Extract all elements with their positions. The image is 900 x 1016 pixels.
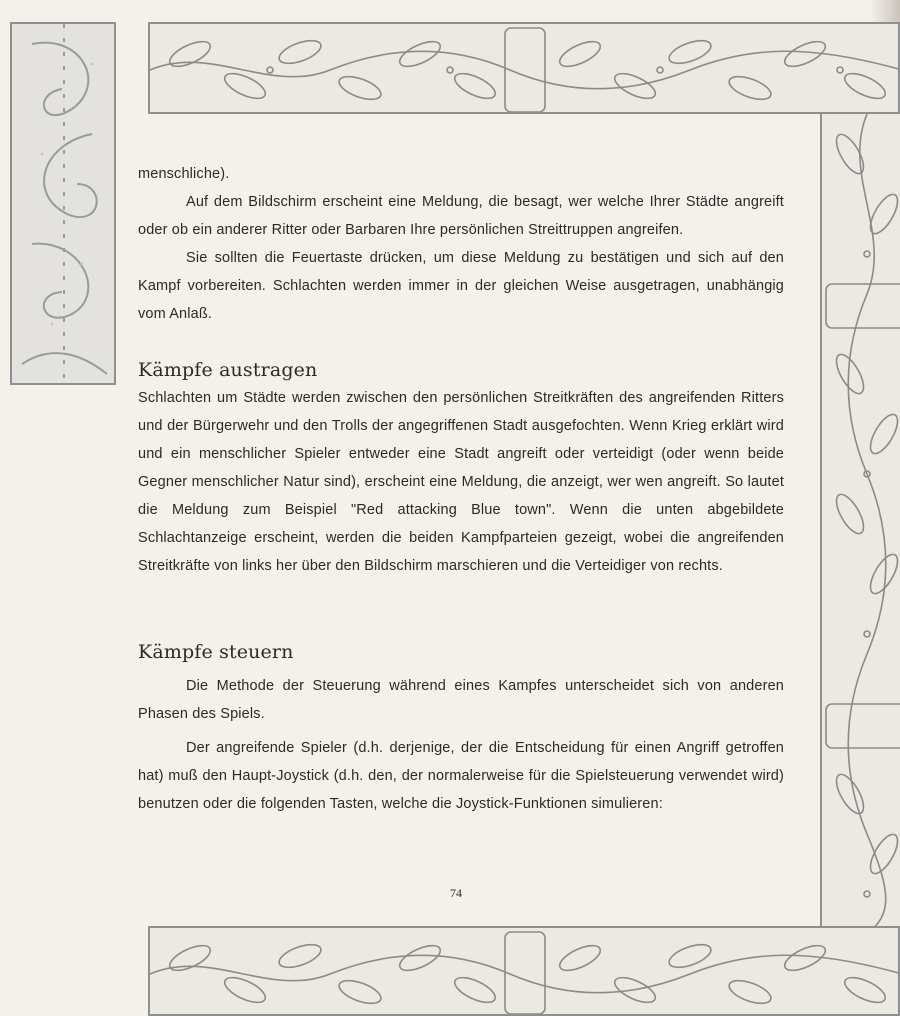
section-control xyxy=(138,638,784,818)
acanthus-scroll-pattern xyxy=(12,24,116,385)
right-ornament-border xyxy=(820,112,900,932)
section-battles xyxy=(138,356,784,580)
paragraph-battles: Schlachten um Städte werden zwischen den persönlichen Streitkräften des angreifenden Ritters und der Bürgerwehr und den Trolls der angegriffenen Stadt ausgefochten. Wenn Krieg erklärt wird und ein menschlicher Spieler entweder eine Stadt angreift oder verteidigt (oder wenn beide Gegner menschlicher Natur sind), erscheint eine Meldung, die anzeigt, wer wen angreift. So lautet die Meldung zum Beispiel "Red attacking Blue town". Wenn die unten abgebildete Schlachtanzeige erscheint, werden die beiden Kampfparteien gezeigt, wobei die angreifenden Streitkräfte von links her über den Bildschirm marschieren und die Verteidiger von rechts. xyxy=(138,390,784,574)
bottom-ornament-border xyxy=(148,926,900,1016)
section-heading-battles: Kämpfe austragen xyxy=(138,359,318,381)
paragraph-message: Auf dem Bildschirm erscheint eine Meldung, die besagt, wer welche Ihrer Städte angreift oder ob ein anderer Ritter oder Barbaren Ihre persönlichen Streittruppen angreifen. xyxy=(138,194,784,238)
paragraph-fire-button: Sie sollten die Feuertaste drücken, um diese Meldung zu bestätigen und sich auf den Kampf vorbereiten. Schlachten werden immer in der gleichen Weise ausgetragen, unabhängig vom Anlaß. xyxy=(138,250,784,322)
top-ornament-border xyxy=(148,22,900,114)
intro-text-block xyxy=(138,160,784,328)
laurel-leaf-pattern-right xyxy=(822,114,900,932)
paragraph-continuation: menschliche). xyxy=(138,166,230,182)
left-acanthus-ornament xyxy=(10,22,116,385)
section-heading-control: Kämpfe steuern xyxy=(138,641,294,663)
paragraph-control-method: Die Methode der Steuerung während eines Kampfes unterscheidet sich von anderen Phasen des Spiels. xyxy=(138,678,784,722)
laurel-leaf-pattern-bottom xyxy=(150,928,900,1016)
page-number: 74 xyxy=(450,886,462,900)
paragraph-attacking-player: Der angreifende Spieler (d.h. derjenige, der die Entscheidung für einen Angriff getroffen hat) muß den Haupt-Joystick (d.h. den, der normalerweise für die Spielsteuerung verwendet wird) benutzen oder die folgenden Tasten, welche die Joystick-Funktionen simulieren: xyxy=(138,740,784,812)
laurel-leaf-pattern-top xyxy=(150,24,900,114)
